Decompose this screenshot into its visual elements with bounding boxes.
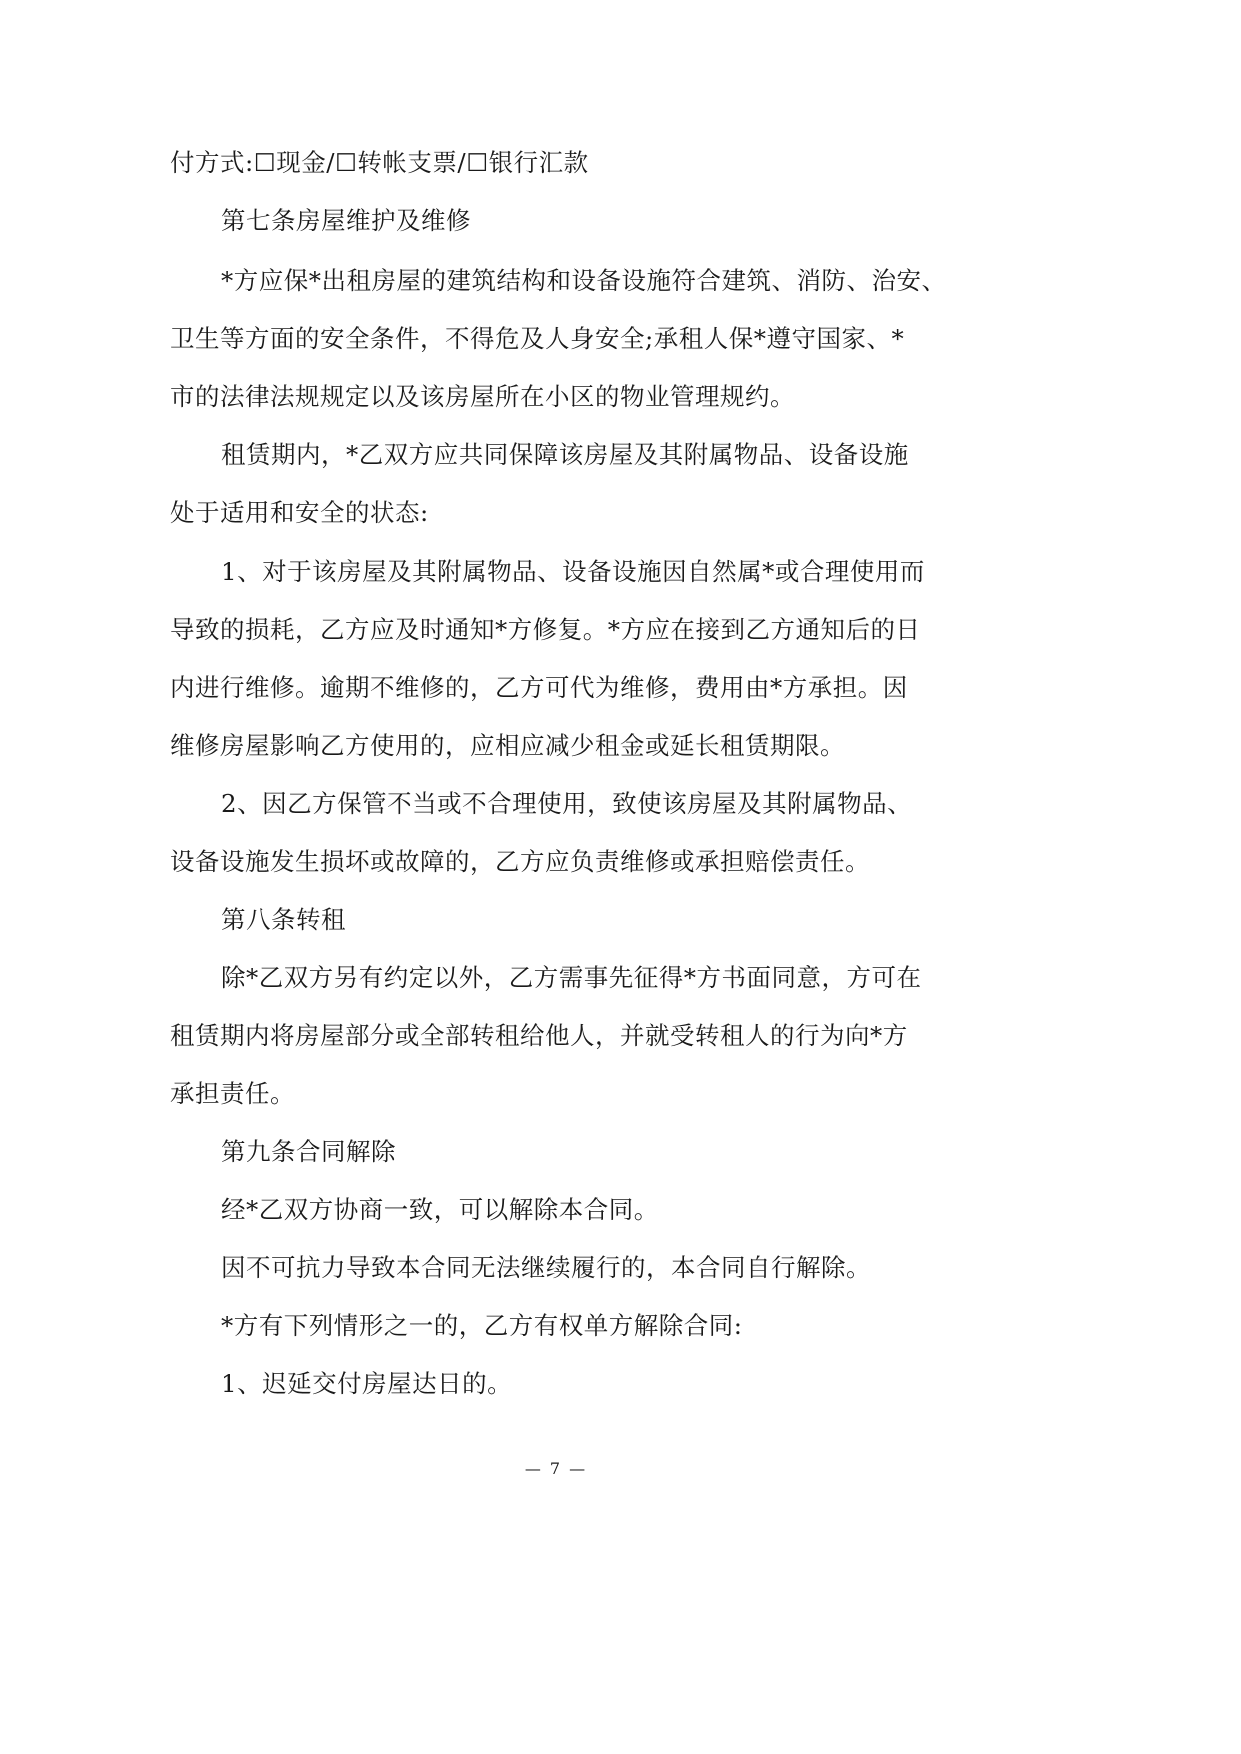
text-line: 除*乙双方另有约定以外，乙方需事先征得*方书面同意，方可在 (221, 963, 922, 992)
text-line: 1、迟延交付房屋达日的。 (221, 1369, 513, 1398)
text-line: 经*乙双方协商一致，可以解除本合同。 (221, 1195, 659, 1224)
section-heading-article-8: 第八条转租 (221, 905, 346, 934)
page-number: — 7 — (524, 1459, 588, 1478)
text-line: 导致的损耗，乙方应及时通知*方修复。*方应在接到乙方通知后的日 (170, 615, 921, 644)
text-line: 设备设施发生损坏或故障的，乙方应负责维修或承担赔偿责任。 (170, 847, 870, 876)
text-line: 付方式:☐现金/☐转帐支票/☐银行汇款 (170, 148, 589, 177)
text-line: 租赁期内，*乙双方应共同保障该房屋及其附属物品、设备设施 (221, 440, 909, 469)
section-heading-article-7: 第七条房屋维护及维修 (221, 206, 471, 235)
section-heading-article-9: 第九条合同解除 (221, 1137, 396, 1166)
text-line: 租赁期内将房屋部分或全部转租给他人，并就受转租人的行为向*方 (170, 1021, 908, 1050)
text-line: *方有下列情形之一的，乙方有权单方解除合同: (221, 1311, 743, 1340)
text-line: *方应保*出租房屋的建筑结构和设备设施符合建筑、消防、治安、 (221, 266, 947, 295)
text-line: 承担责任。 (170, 1079, 295, 1108)
text-line: 处于适用和安全的状态: (170, 498, 429, 527)
text-line: 维修房屋影响乙方使用的，应相应减少租金或延长租赁期限。 (170, 731, 845, 760)
text-line: 1、对于该房屋及其附属物品、设备设施因自然属*或合理使用而 (221, 557, 925, 586)
text-line: 2、因乙方保管不当或不合理使用，致使该房屋及其附属物品、 (221, 789, 913, 818)
text-line: 市的法律法规规定以及该房屋所在小区的物业管理规约。 (170, 382, 795, 411)
text-line: 卫生等方面的安全条件，不得危及人身安全;承租人保*遵守国家、* (170, 324, 905, 353)
text-line: 因不可抗力导致本合同无法继续履行的，本合同自行解除。 (221, 1253, 871, 1282)
text-line: 内进行维修。逾期不维修的，乙方可代为维修，费用由*方承担。因 (170, 673, 908, 702)
